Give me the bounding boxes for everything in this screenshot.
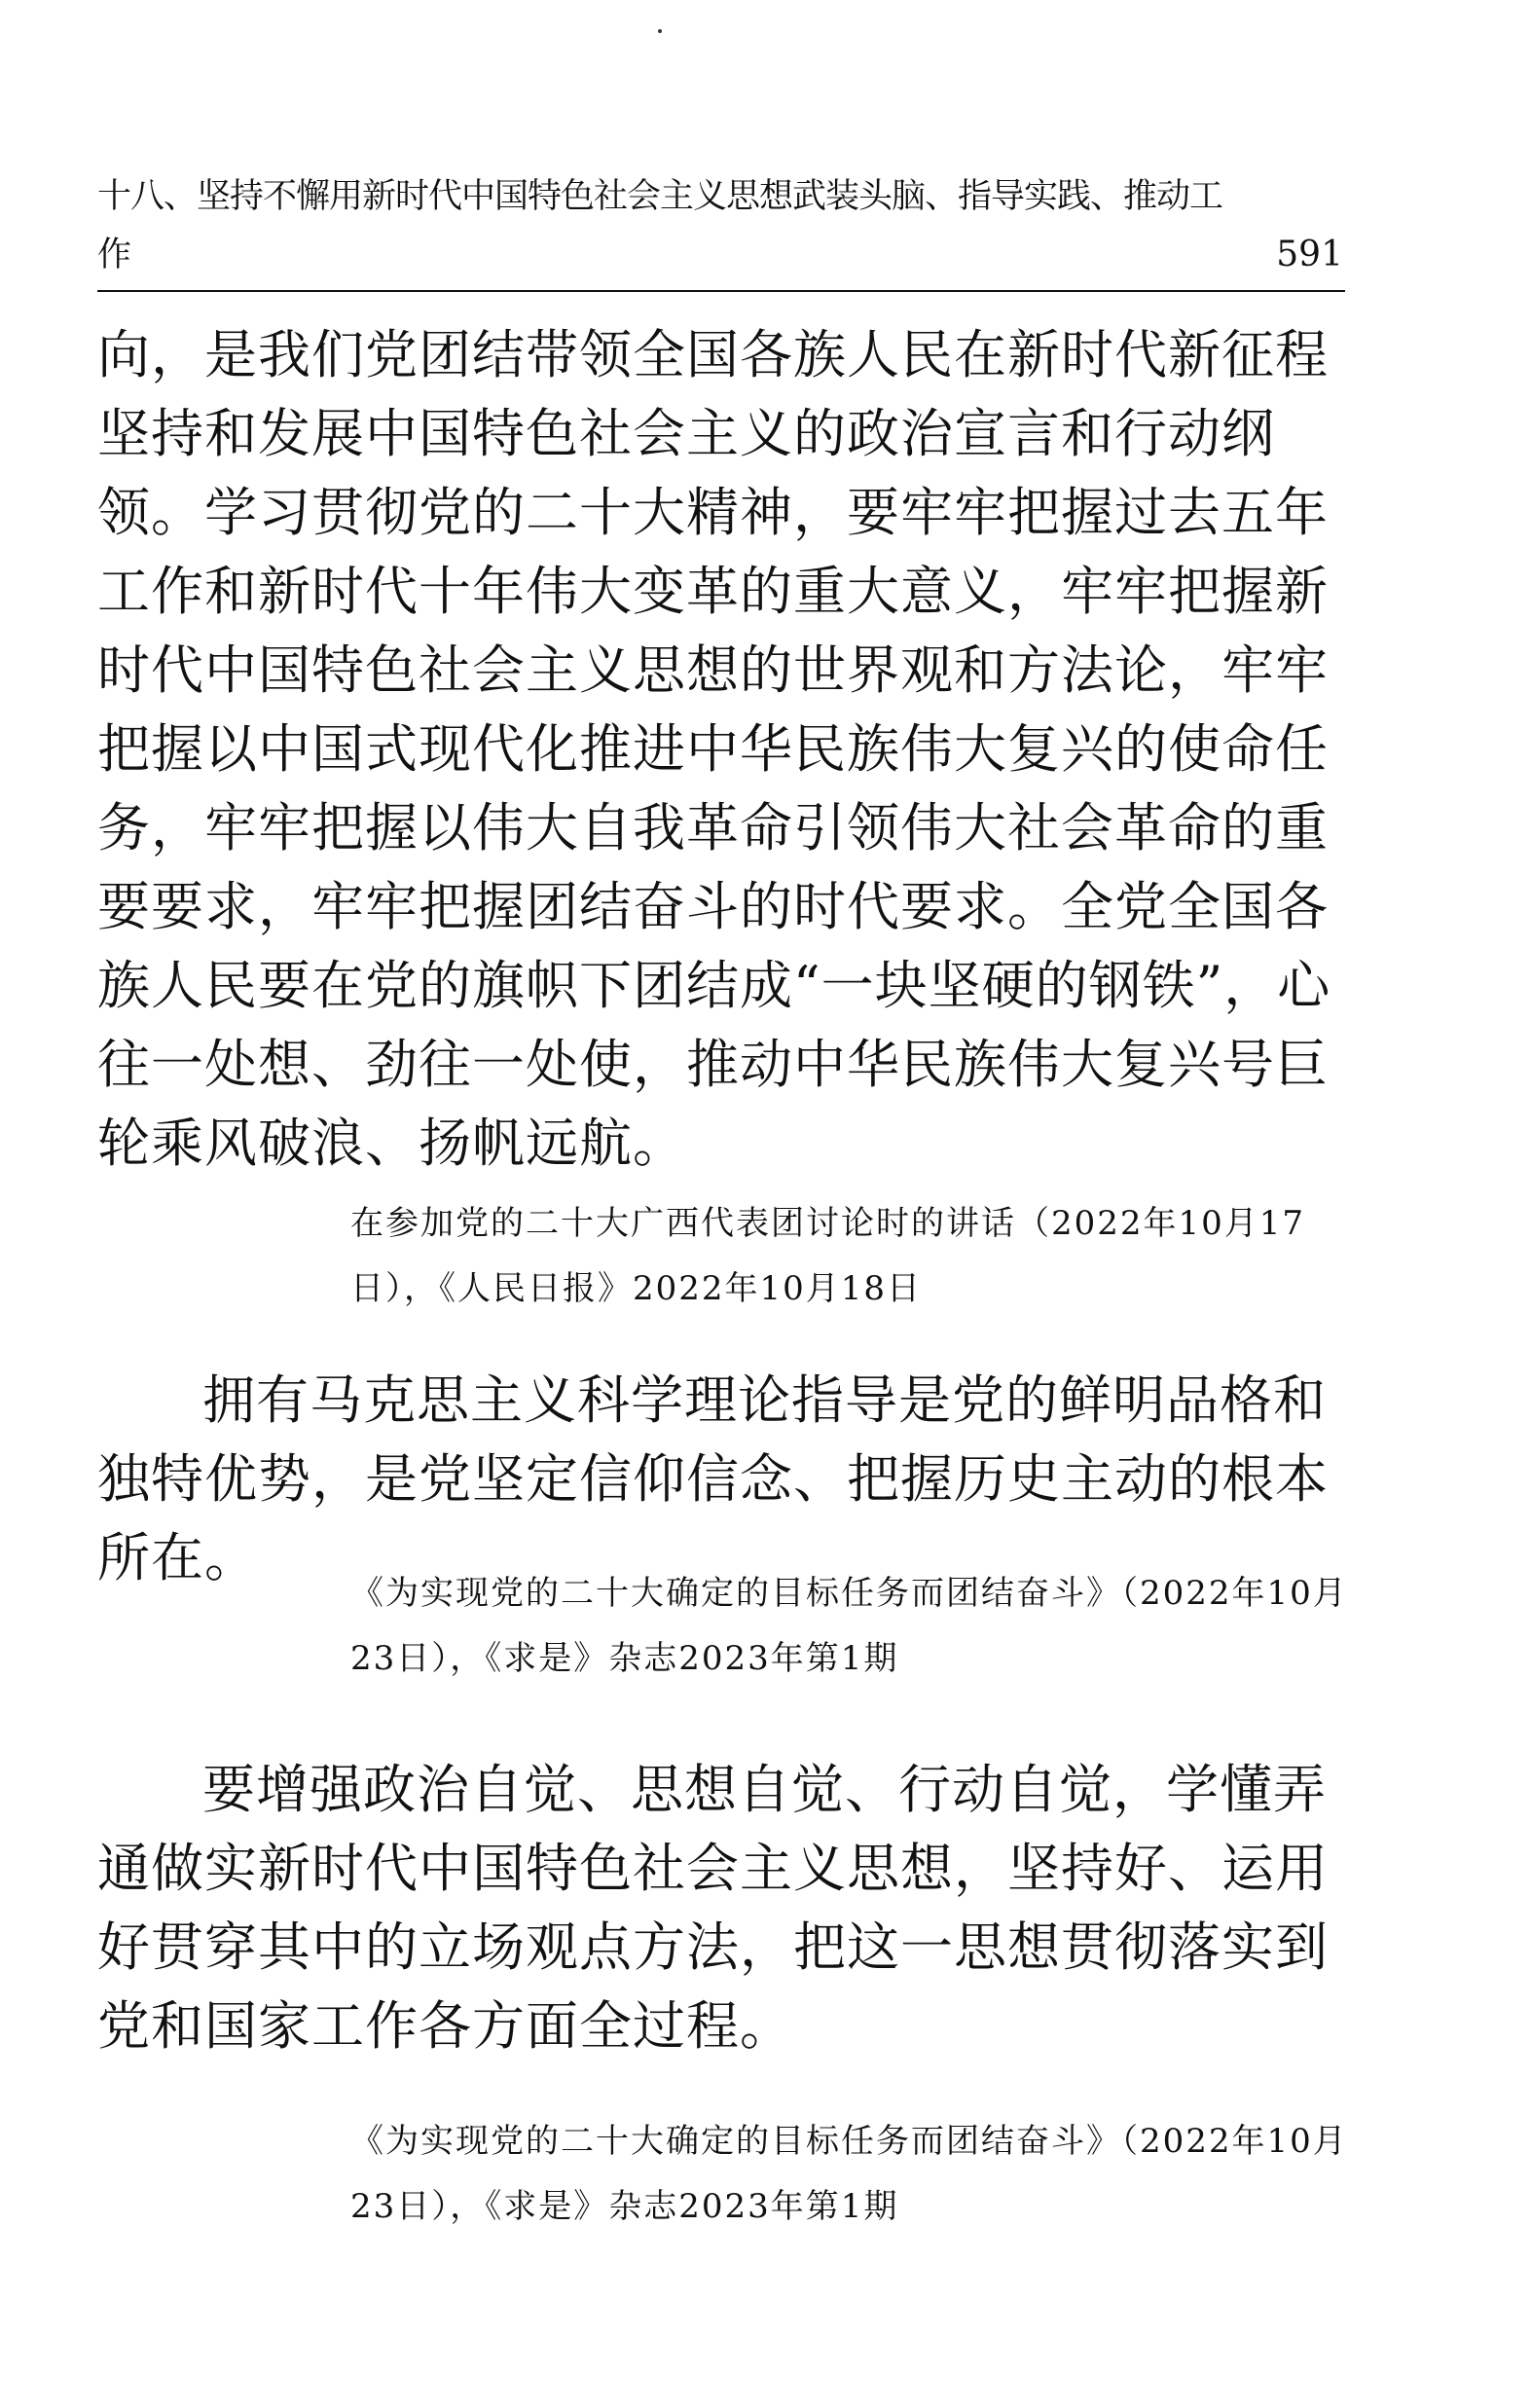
passage-1-text: 向，是我们党团结带领全国各族人民在新时代新征程坚持和发展中国特色社会主义的政治宣言和行动纲领。学习贯彻党的二十大精神，要牢牢把握过去五年工作和新时代十年伟大变革的重大意义，牢牢把握新时代中国特色社会主义思想的世界观和方法论，牢牢把握以中国式现代化推进中华民族伟大复兴的使命任务，牢牢把握以伟大自我革命引领伟大社会革命的重要要求，牢牢把握团结奋斗的时代要求。全党全国各族人民要在党的旗帜下团结成“一块坚硬的钢铁”，心往一处想、劲往一处使，推动中华民族伟大复兴号巨轮乘风破浪、扬帆远航。 — [97, 324, 1331, 1174]
header-rule — [97, 290, 1345, 292]
chapter-title: 十八、坚持不懈用新时代中国特色社会主义思想武装头脑、指导实践、推动工作 — [97, 177, 1223, 274]
scan-speck — [658, 29, 662, 33]
passage-3-text: 要增强政治自觉、思想自觉、行动自觉，学懂弄通做实新时代中国特色社会主义思想，坚持好、运用好贯穿其中的立场观点方法，把这一思想贯彻落实到党和国家工作各方面全过程。 — [97, 1759, 1329, 2057]
passage-2-text: 拥有马克思主义科学理论指导是党的鲜明品格和独特优势，是党坚定信仰信念、把握历史主动的根本所在。 — [97, 1369, 1329, 1588]
running-header — [97, 177, 1343, 284]
passage-3-source: 《为实现党的二十大确定的目标任务而团结奋斗》（2022年10月23日），《求是》杂志2023年第1期 — [350, 2122, 1348, 2226]
page-number: 591 — [1276, 235, 1343, 274]
passage-1-source: 在参加党的二十大广西代表团讨论时的讲话（2022年10月17日），《人民日报》2022年10月18日 — [350, 1204, 1306, 1308]
passage-2-source: 《为实现党的二十大确定的目标任务而团结奋斗》（2022年10月23日），《求是》杂志2023年第1期 — [350, 1574, 1348, 1678]
